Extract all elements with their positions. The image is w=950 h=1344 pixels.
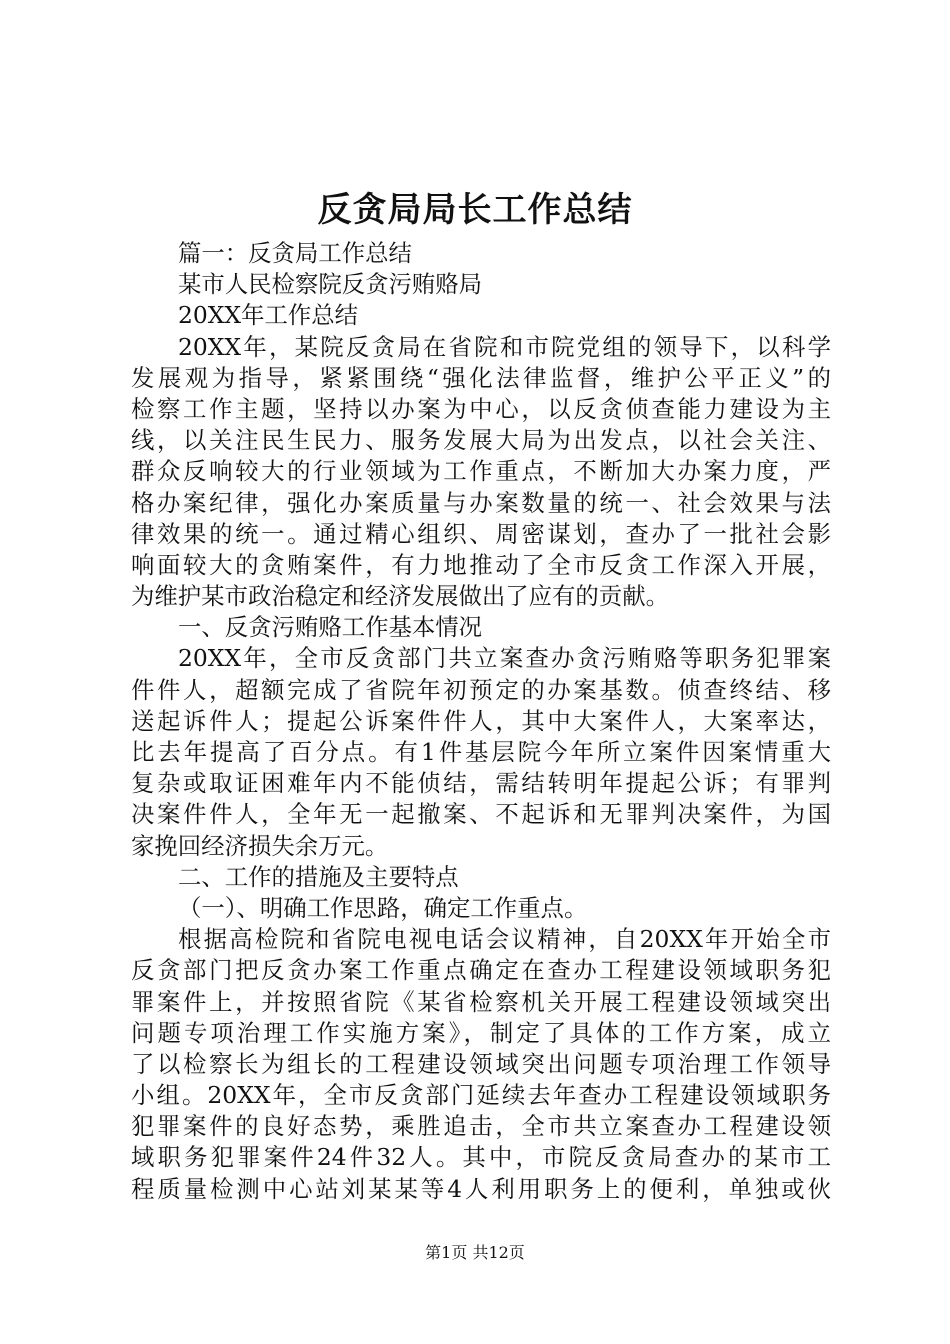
text-line: 根据高检院和省院电视电话会议精神，自20XX年开始全市 xyxy=(178,925,831,954)
text-line: 程质量检测中心站刘某某等4人利用职务上的便利，单独或伙 xyxy=(131,1174,831,1203)
text-line: 律效果的统一。通过精心组织、周密谋划，查办了一批社会影 xyxy=(131,519,831,548)
text-line: 20XX年工作总结 xyxy=(178,301,359,330)
text-line: 发展观为指导，紧紧围绕“强化法律监督，维护公平正义”的 xyxy=(131,363,831,392)
text-line: 线，以关注民生民力、服务发展大局为出发点，以社会关注、 xyxy=(131,426,831,455)
text-line: 反贪部门把反贪办案工作重点确定在查办工程建设领域职务犯 xyxy=(131,956,831,985)
text-line: 二、工作的措施及主要特点 xyxy=(178,862,459,891)
document-body xyxy=(131,238,831,1205)
text-line: 犯罪案件的良好态势，乘胜追击，全市共立案查办工程建设领 xyxy=(131,1112,831,1141)
text-line: 决案件件人，全年无一起撤案、不起诉和无罪判决案件，为国 xyxy=(131,800,831,829)
page-footer: 第1页 共12页 xyxy=(425,1243,525,1262)
text-line: 某市人民检察院反贪污贿赂局 xyxy=(178,270,483,299)
text-line: 群众反响较大的行业领域为工作重点，不断加大办案力度，严 xyxy=(131,457,831,486)
text-line: 20XX年，某院反贪局在省院和市院党组的领导下，以科学 xyxy=(178,332,831,361)
document-title: 反贪局局长工作总结 xyxy=(317,190,633,230)
text-line: 小组。20XX年，全市反贪部门延续去年查办工程建设领域职务 xyxy=(131,1081,831,1110)
text-line: 域职务犯罪案件24件32人。其中，市院反贪局查办的某市工 xyxy=(131,1143,831,1172)
text-line: 为维护某市政治稳定和经济发展做出了应有的贡献。 xyxy=(131,582,669,611)
text-line: 20XX年，全市反贪部门共立案查办贪污贿赂等职务犯罪案 xyxy=(178,644,831,673)
text-line: （一）、明确工作思路，确定工作重点。 xyxy=(178,893,588,922)
text-line: 响面较大的贪贿案件，有力地推动了全市反贪工作深入开展， xyxy=(131,550,831,579)
text-line: 检察工作主题，坚持以办案为中心，以反贪侦查能力建设为主 xyxy=(131,394,831,423)
text-line: 复杂或取证困难年内不能侦结，需结转明年提起公诉；有罪判 xyxy=(131,769,831,798)
text-line: 件件人，超额完成了省院年初预定的办案基数。侦查终结、移 xyxy=(131,675,831,704)
text-line: 问题专项治理工作实施方案》，制定了具体的工作方案，成立 xyxy=(131,1018,831,1047)
text-line: 比去年提高了百分点。有1件基层院今年所立案件因案情重大 xyxy=(131,738,831,766)
text-line: 送起诉件人；提起公诉案件件人，其中大案件人，大案率达， xyxy=(131,706,831,735)
text-line: 格办案纪律，强化办案质量与办案数量的统一、社会效果与法 xyxy=(131,488,831,517)
text-line: 一、反贪污贿赂工作基本情况 xyxy=(178,613,483,642)
text-line: 篇一：反贪局工作总结 xyxy=(178,239,412,267)
text-line: 家挽回经济损失余万元。 xyxy=(131,831,389,860)
text-line: 罪案件上，并按照省院《某省检察机关开展工程建设领域突出 xyxy=(131,987,831,1016)
text-line: 了以检察长为组长的工程建设领域突出问题专项治理工作领导 xyxy=(131,1049,831,1078)
